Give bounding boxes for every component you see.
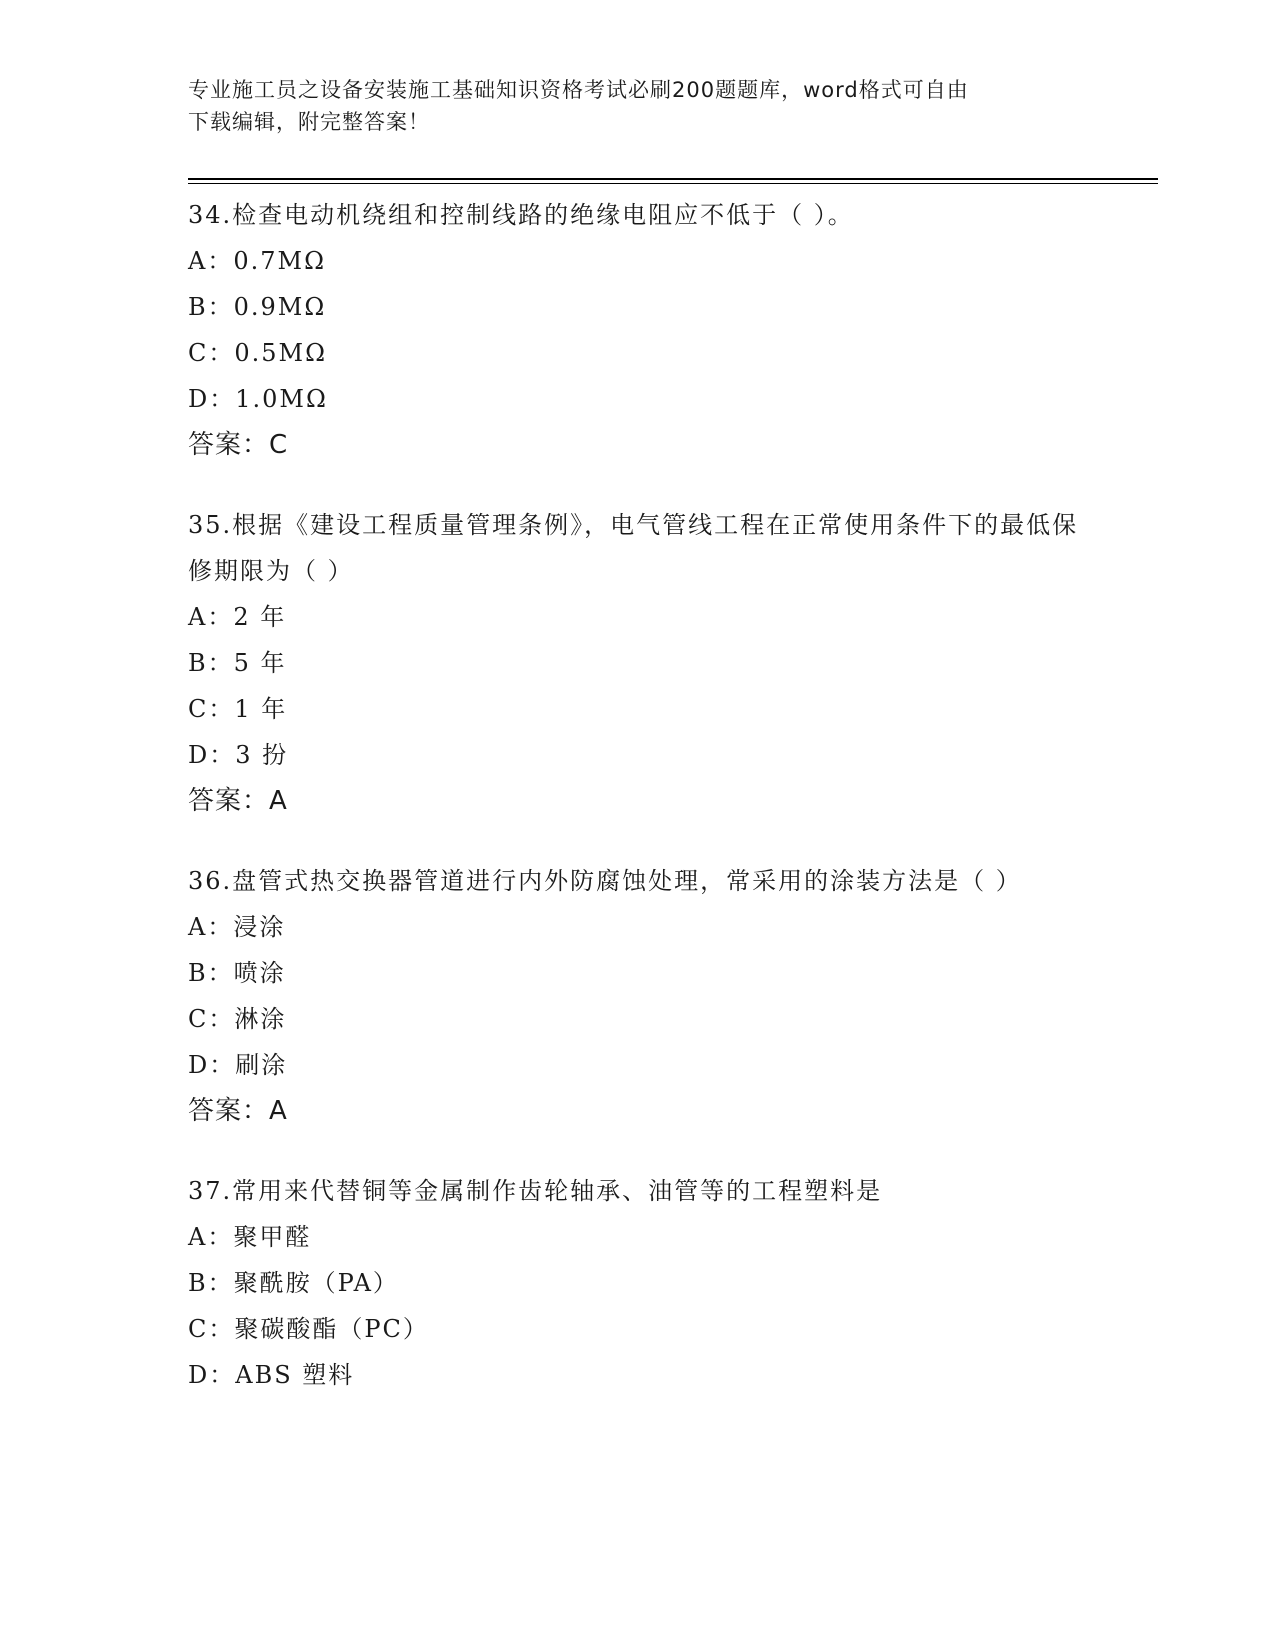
option-b: B：0.9MΩ — [188, 293, 327, 321]
option-d: D：刷涂 — [188, 1051, 288, 1079]
option-c: C：1 年 — [188, 695, 288, 723]
option-d: D：1.0MΩ — [188, 385, 328, 413]
option-a: A：浸涂 — [188, 913, 286, 941]
option-c: C：聚碳酸酯（PC） — [188, 1315, 429, 1343]
answer-text: 答案：A — [188, 1096, 288, 1126]
option-c: C：淋涂 — [188, 1005, 287, 1033]
question-text: 35.根据《建设工程质量管理条例》，电气管线工程在正常使用条件下的最低保修期限为（ ） — [188, 511, 1079, 585]
question-text: 37.常用来代替铜等金属制作齿轮轴承、油管等的工程塑料是 — [188, 1177, 883, 1205]
question-34 — [188, 192, 1088, 468]
question-list — [188, 192, 1088, 1432]
question-36 — [188, 858, 1088, 1134]
question-text: 34.检查电动机绕组和控制线路的绝缘电阻应不低于（ ）。 — [188, 201, 854, 229]
header-line-1: 专业施工员之设备安装施工基础知识资格考试必刷200题题库，word格式可自由 — [188, 78, 969, 102]
question-37 — [188, 1168, 1088, 1398]
question-35 — [188, 502, 1088, 824]
header-divider-thin — [188, 183, 1158, 184]
option-b: B：5 年 — [188, 649, 287, 677]
header-line-2: 下载编辑，附完整答案！ — [188, 110, 430, 134]
option-b: B：喷涂 — [188, 959, 286, 987]
option-a: A：2 年 — [188, 603, 287, 631]
option-b: B：聚酰胺（PA） — [188, 1269, 399, 1297]
document-header — [188, 74, 1068, 138]
header-divider-thick — [188, 178, 1158, 180]
answer-text: 答案：A — [188, 786, 288, 816]
option-c: C：0.5MΩ — [188, 339, 328, 367]
question-text: 36.盘管式热交换器管道进行内外防腐蚀处理，常采用的涂装方法是（ ） — [188, 867, 1022, 895]
option-d: D：ABS 塑料 — [188, 1361, 355, 1389]
option-a: A：0.7MΩ — [188, 247, 326, 275]
answer-text: 答案：C — [188, 430, 289, 460]
option-d: D：3 扮 — [188, 741, 289, 769]
option-a: A：聚甲醛 — [188, 1223, 312, 1251]
